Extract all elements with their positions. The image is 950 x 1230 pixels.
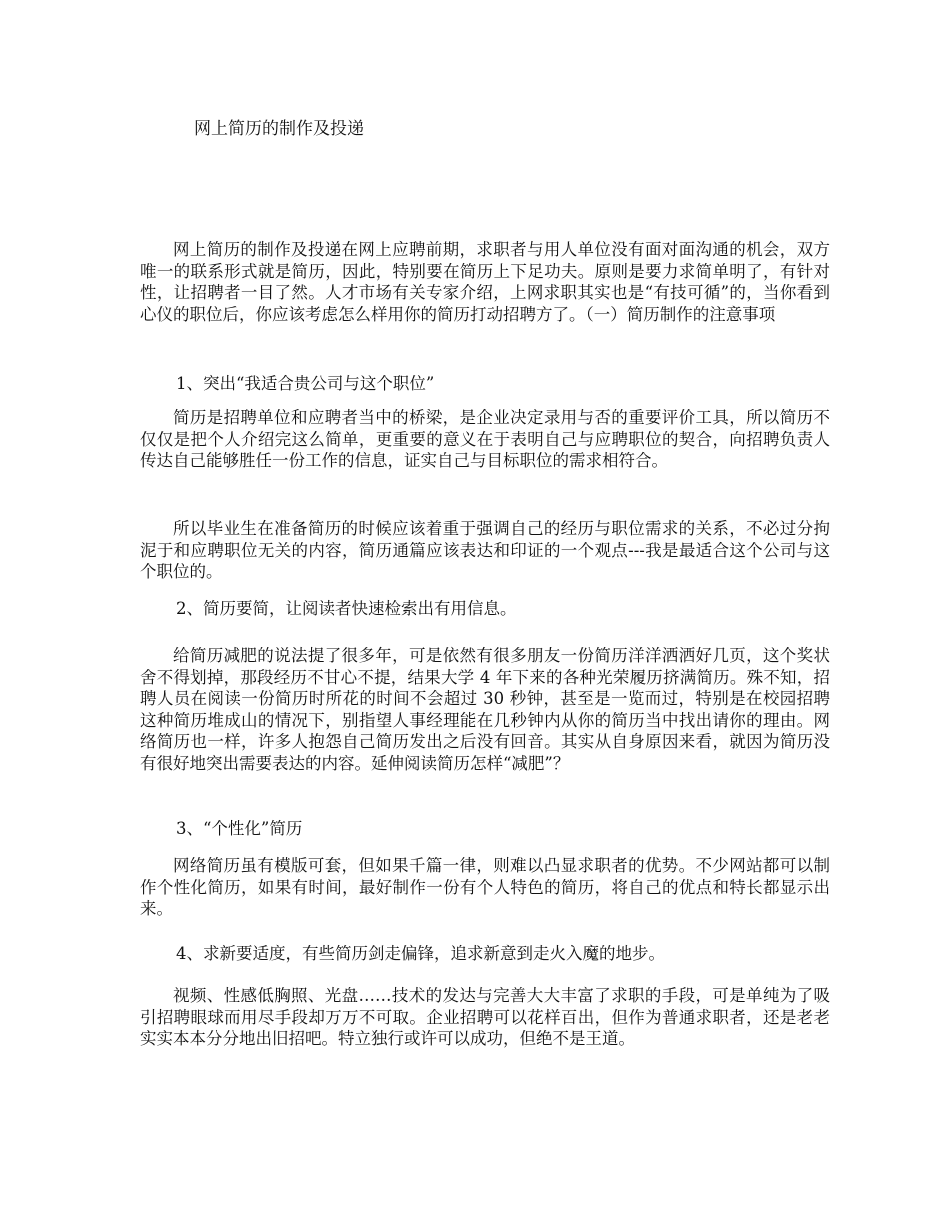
section-heading-1: 1、突出“我适合贵公司与这个职位”	[176, 374, 435, 393]
section-1-paragraph-2: 所以毕业生在准备简历的时候应该着重于强调自己的经历与职位需求的关系，不必过分拘泥于和应聘职位无关的内容，简历通篇应该表达和印证的一个观点---我是最适合这个公司与这个职位的。	[140, 519, 830, 582]
section-3-paragraph: 网络简历虽有模版可套，但如果千篇一律，则难以凸显求职者的优势。不少网站都可以制作个性化简历，如果有时间，最好制作一份有个人特色的简历，将自己的优点和特长都显示出来。	[140, 856, 830, 919]
section-heading-4: 4、求新要适度，有些简历剑走偏锋，追求新意到走火入魔的地步。	[176, 944, 665, 963]
section-heading-3: 3、“个性化”简历	[176, 819, 303, 838]
section-2-paragraph: 给简历减肥的说法提了很多年，可是依然有很多朋友一份简历洋洋洒洒好几页，这个奖状舍不得划掉，那段经历不甘心不提，结果大学 4 年下来的各种光荣履历挤满简历。殊不知，招聘人员在阅读一份简历时所花的时间不会超过 30 秒钟，甚至是一览而过，特别是在校园招聘这种简历堆成山的情况下，别指望人事经理能在几秒钟内从你的简历当中找出请你的理由。网络简历也一样，许多人抱怨自己简历发出之后没有回音。其实从自身原因来看，就因为简历没有很好地突出需要表达的内容。延伸阅读简历怎样“减肥”？	[140, 646, 830, 773]
section-1-paragraph-1: 简历是招聘单位和应聘者当中的桥梁，是企业决定录用与否的重要评价工具，所以简历不仅仅是把个人介绍完这么简单，更重要的意义在于表明自己与应聘职位的契合，向招聘负责人传达自己能够胜任一份工作的信息，证实自己与目标职位的需求相符合。	[140, 408, 830, 471]
document-title: 网上简历的制作及投递	[194, 119, 364, 139]
intro-paragraph: 网上简历的制作及投递在网上应聘前期，求职者与用人单位没有面对面沟通的机会，双方唯一的联系形式就是简历，因此，特别要在简历上下足功夫。原则是要力求简单明了，有针对性，让招聘者一目了然。人才市场有关专家介绍，上网求职其实也是“有技可循”的，当你看到心仪的职位后，你应该考虑怎么样用你的简历打动招聘方了。（一）简历制作的注意事项	[140, 240, 830, 324]
section-heading-2: 2、简历要简，让阅读者快速检索出有用信息。	[176, 599, 517, 618]
section-4-paragraph: 视频、性感低胸照、光盘……技术的发达与完善大大丰富了求职的手段，可是单纯为了吸引招聘眼球而用尽手段却万万不可取。企业招聘可以花样百出，但作为普通求职者，还是老老实实本本分分地出旧招吧。特立独行或许可以成功，但绝不是王道。	[140, 986, 830, 1049]
